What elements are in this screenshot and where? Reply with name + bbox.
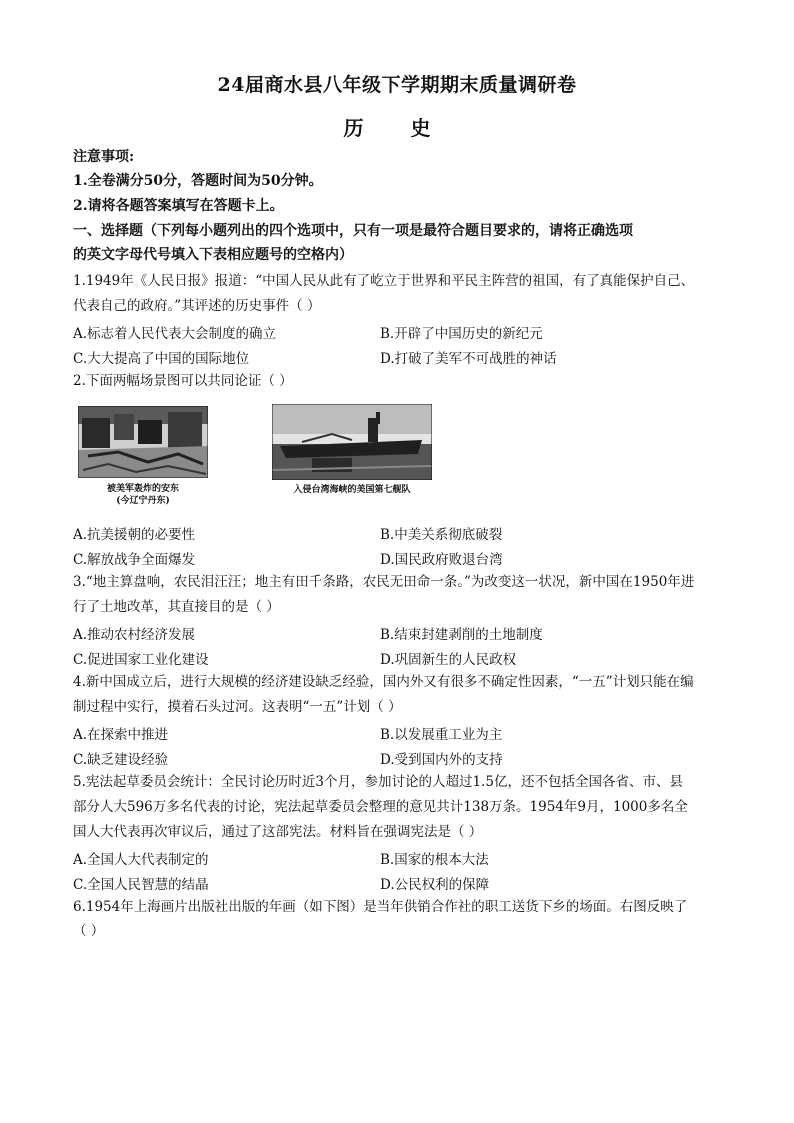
question-5-stem-cont: 部分人大596万多名代表的讨论，宪法起草委员会整理的意见共计138万条。1954年9月，1000多名全	[73, 799, 688, 815]
question-2-option-b: B.中美关系彻底破裂	[380, 527, 503, 543]
question-4-option-b: B.以发展重工业为主	[380, 727, 503, 743]
question-2-stem: 2.下面两幅场景图可以共同论证（ ）	[73, 373, 293, 389]
question-1-option-a: A.标志着人民代表大会制度的确立	[73, 326, 277, 342]
question-6-stem-cont: （ ）	[73, 923, 105, 939]
question-3-option-c: C.促进国家工业化建设	[73, 652, 209, 668]
notes-heading: 注意事项:	[73, 149, 135, 165]
photo-1-caption-sub: (今辽宁丹东)	[116, 496, 170, 506]
photo-2-caption: 入侵台湾海峡的美国第七舰队	[293, 485, 411, 495]
question-3-option-b: B.结束封建剥削的土地制度	[380, 627, 543, 643]
question-4-option-c: C.缺乏建设经验	[73, 752, 169, 768]
notes-item: 1.全卷满分50分，答题时间为50分钟。	[73, 173, 323, 189]
question-5-stem-cont: 国人大代表再次审议后，通过了这部宪法。材料旨在强调宪法是（ ）	[73, 824, 483, 840]
fleet-photo	[272, 404, 432, 480]
question-4-option-d: D.受到国内外的支持	[380, 752, 503, 768]
question-2-option-c: C.解放战争全面爆发	[73, 552, 196, 568]
page-title: 24届商水县八年级下学期期末质量调研卷	[217, 74, 577, 96]
question-5-stem: 5.宪法起草委员会统计：全民讨论历时近3个月，参加讨论的人超过1.5亿，还不包括全国各省、市、县	[73, 774, 683, 790]
section-heading-cont: 的英文字母代号填入下表相应题号的空格内）	[73, 247, 353, 263]
question-2-option-d: D.国民政府败退台湾	[380, 552, 503, 568]
bombed-city-photo	[78, 406, 208, 478]
question-6-stem: 6.1954年上海画片出版社出版的年画（如下图）是当年供销合作社的职工送货下乡的场面。右图反映了	[73, 899, 688, 915]
question-1-option-d: D.打破了美军不可战胜的神话	[380, 351, 557, 367]
question-1-stem-cont: 代表自己的政府。”其评述的历史事件（ ）	[73, 298, 321, 314]
question-3-stem-cont: 行了土地改革，其直接目的是（ ）	[73, 599, 280, 615]
question-1-option-c: C.大大提高了中国的国际地位	[73, 351, 250, 367]
question-5-option-d: D.公民权利的保障	[380, 877, 490, 893]
question-3-option-a: A.推动农村经济发展	[73, 627, 196, 643]
question-1-stem: 1.1949年《人民日报》报道：“中国人民从此有了屹立于世界和平民主阵营的祖国，有了真能保护自己、	[73, 273, 695, 289]
question-4-option-a: A.在探索中推进	[73, 727, 169, 743]
question-4-stem-cont: 制过程中实行，摸着石头过河。这表明“一五”计划（ ）	[73, 699, 402, 715]
question-1-option-b: B.开辟了中国历史的新纪元	[380, 326, 543, 342]
subject-title: 历 史	[343, 116, 451, 140]
section-heading: 一、选择题（下列每小题列出的四个选项中，只有一项是最符合题目要求的，请将正确选项	[73, 223, 633, 239]
question-3-stem: 3.“地主算盘响，农民泪汪汪；地主有田千条路，农民无田命一条。”为改变这一状况，新中国在1950年进	[73, 574, 695, 590]
question-2-option-a: A.抗美援朝的必要性	[73, 527, 196, 543]
photo-1-caption: 被美军轰炸的安东	[106, 484, 179, 494]
question-5-option-a: A.全国人大代表制定的	[73, 852, 209, 868]
question-4-stem: 4.新中国成立后，进行大规模的经济建设缺乏经验，国内外又有很多不确定性因素，“一五”计划只能在编	[73, 674, 694, 690]
question-5-option-c: C.全国人民智慧的结晶	[73, 877, 209, 893]
question-3-option-d: D.巩固新生的人民政权	[380, 652, 517, 668]
notes-item: 2.请将各题答案填写在答题卡上。	[73, 198, 284, 214]
question-5-option-b: B.国家的根本大法	[380, 852, 489, 868]
